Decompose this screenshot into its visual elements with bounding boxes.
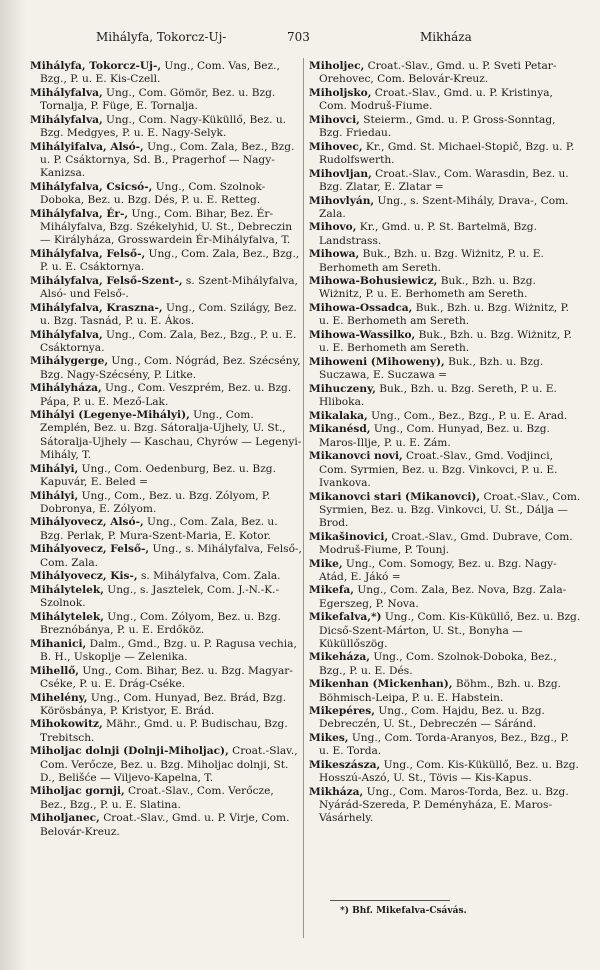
gazetteer-entry [30, 355, 302, 381]
gazetteer-entry [309, 114, 581, 140]
entry-headword: Mihovlyán, [309, 194, 375, 207]
entry-description: Ung., Com. Nógrád, Bez. Szécsény, Bzg. Nagy-Szécsény, P. Litke. [40, 355, 301, 381]
entry-description: Böhm., Bzh. u. Bzg. Böhmisch-Leipa, P. u. E. Habstein. [319, 678, 561, 704]
entry-headword: Mihályháza, [30, 382, 102, 395]
gazetteer-entry [309, 759, 581, 785]
entry-description: Ung., Com. Zala, Bez. u. Bzg. Perlak, P. Mura-Szent-Maria, E. Kotor. [40, 516, 278, 542]
gazetteer-entry [30, 570, 302, 583]
gazetteer-entry [30, 584, 302, 610]
gazetteer-entry [309, 195, 581, 221]
entry-description: Ung., Com. Oedenburg, Bez. u. Bzg. Kapuvár, E. Beled = [40, 462, 276, 488]
entry-description: s. Mihályfalva, Com. Zala. [137, 570, 281, 583]
entry-headword: Mihályfalva, Felső-, [30, 247, 146, 260]
entry-headword: Mihellő, [30, 664, 79, 677]
entry-headword: Mikefa, [309, 584, 354, 597]
gazetteer-entry [30, 87, 302, 113]
entry-description: Buk., Bzh. u. Bzg. Wiżnitz, P. u. E. Berhometh am Sereth. [319, 248, 544, 274]
entry-headword: Mikháza, [309, 785, 364, 798]
page-header [0, 30, 600, 52]
gazetteer-entry [30, 181, 302, 207]
gazetteer-entry [30, 718, 302, 744]
entry-description: Ung., Com. Nagy-Küküllő, Bez. u. Bzg. Medgyes, P. u. E. Nagy-Selyk. [40, 113, 287, 140]
left-column [30, 60, 302, 839]
entry-description: Ung., Com. Szolnok-Doboka, Bez. u. Bzg. Dés, P. u. E. Retteg. [40, 180, 266, 207]
gazetteer-entry [30, 409, 302, 462]
entry-description: Kr., Gmd. u. P. St. Bartelmä, Bzg. Landstrass. [319, 221, 537, 247]
gazetteer-entry [30, 745, 302, 785]
entry-headword: Mike, [309, 557, 343, 570]
column-divider [303, 58, 304, 938]
entry-description: Ung., Com. Hunyad, Bez. u. Bzg. Maros-Illje, P. u. E. Zám. [319, 423, 550, 449]
gazetteer-entry [309, 302, 581, 328]
entry-description: Buk., Bzh. u. Bzg. Wiżnitz, P. u. E. Berhometh am Sereth. [319, 302, 570, 328]
gazetteer-entry [309, 450, 581, 490]
entry-description: Ung., Com. Bihar, Bez. Ér-Mihályfalva, Bzg. Székelyhid, U. St., Debreczin — Királyháza, Grosswardein Ér-Mihályfalva, T. [40, 207, 293, 247]
entry-headword: Mikalaka, [309, 409, 368, 422]
entry-description: Ung., s. Jasztelek, Com. J.-N.-K.-Szolnok. [40, 583, 280, 610]
gazetteer-entry [30, 114, 302, 140]
entry-headword: Mihályovecz, Alsó-, [30, 516, 144, 529]
gazetteer-entry [309, 732, 581, 758]
gazetteer-entry [309, 531, 581, 557]
entry-headword: Mihályi, [30, 462, 79, 475]
gazetteer-entry [309, 356, 581, 382]
entry-description: Ung., Com. Maros-Torda, Bez. u. Bzg. Nyárád-Szereda, P. Deményháza, E. Maros-Vásárhely. [319, 785, 569, 825]
right-column [309, 60, 581, 826]
gazetteer-entry [30, 785, 302, 811]
entry-headword: Mikanésd, [309, 423, 371, 436]
footnote-rule [330, 900, 450, 901]
gazetteer-entry [309, 141, 581, 167]
entry-headword: Mihályfalva, [30, 86, 103, 99]
entry-description: Kr., Gmd. St. Michael-Stopič, Bzg. u. P. Rudolfswerth. [319, 140, 575, 166]
entry-headword: Mihowa, [309, 248, 360, 261]
entry-headword: Miholjec, [309, 60, 365, 72]
entry-headword: Mihokowitz, [30, 718, 103, 731]
footnote: *) Bhf. Mikefalva-Csávás. [340, 906, 467, 916]
entry-headword: Mihálytelek, [30, 583, 104, 596]
gazetteer-entry [30, 611, 302, 637]
entry-headword: Mikes, [309, 732, 349, 745]
entry-headword: Mikenhan (Mickenhan), [309, 678, 453, 691]
entry-description: Mähr., Gmd. u. P. Budischau, Bzg. Trebitsch. [40, 718, 288, 744]
entry-headword: Mikeháza, [309, 651, 370, 664]
entry-description: Dalm., Gmd., Bzg. u. P. Ragusa vechia, B. H., Uskoplje — Zelenika. [40, 637, 297, 663]
entry-description: Croat.-Slav., Com. Syrmien, Bez. u. Bzg. Vinkovci, U. St., Dálja — Brod. [319, 490, 581, 529]
gazetteer-entry [30, 812, 302, 838]
gazetteer-entry [309, 383, 581, 409]
entry-headword: Mihuczeny, [309, 382, 376, 395]
entry-headword: Mikeszásza, [309, 759, 381, 772]
entry-headword: Mihowa-Bohusiewicz, [309, 275, 438, 288]
entry-description: Croat.-Slav., Com. Warasdin, Bez. u. Bzg. Zlatar, E. Zlatar = [319, 167, 569, 193]
entry-headword: Mihovec, [309, 140, 363, 153]
entry-description: Ung., Com. Hunyad, Bez. Brád, Bzg. Körösbánya, P. Kristyor, E. Brád. [40, 691, 287, 717]
entry-description: Ung., Com. Hajdu, Bez. u. Bzg. Debreczén, U. St., Debreczén — Sáránd. [319, 705, 545, 731]
gazetteer-entry [30, 463, 302, 489]
entry-description: Ung., Com. Szilágy, Bez. u. Bzg. Tasnád, P. u. E. Ákos. [40, 301, 297, 327]
entry-description: Croat.-Slav., Gmd. u. P. Kristinya, Com. Modruš-Fiume. [319, 86, 553, 113]
entry-description: Buk., Bzh. u. Bzg. Wiżnitz, P. u. E. Berhometh am Sereth. [319, 329, 572, 355]
entry-description: Ung., s. Mihályfalva, Felső-, Com. Zala. [40, 543, 302, 569]
entry-headword: Mihályfalva, Ér-, [30, 207, 129, 220]
entry-headword: Mihályovecz, Felső-, [30, 543, 150, 556]
entry-headword: Mihályfalva, [30, 328, 103, 341]
entry-description: Croat.-Slav., Gmd. Vodjinci, Com. Syrmien, Bez. u. Bzg. Vinkovci, P. u. E. Ivankova. [319, 450, 558, 489]
entry-description: Ung., Com. Torda-Aranyos, Bez., Bzg., P. u. E. Torda. [319, 732, 569, 758]
header-right-term: Mikháza [420, 30, 472, 44]
entry-headword: Mihályifalva, Alsó-, [30, 140, 144, 153]
entry-headword: Miholjsko, [309, 86, 372, 99]
gazetteer-entry [309, 705, 581, 731]
entry-headword: Mihályfalva, Csicsó-, [30, 180, 153, 193]
entry-description: Croat.-Slav., Com. Verőcze, Bez. u. Bzg. Miholjac dolnji, St. D., Belišće — Viljevo-Kapelna, T. [40, 745, 298, 784]
entry-description: Ung., Com. Gömör, Bez. u. Bzg. Tornalja, P. Füge, E. Tornalja. [40, 86, 276, 113]
entry-description: Croat.-Slav., Gmd. Dubrave, Com. Modruš-Fiume, P. Tounj. [319, 530, 573, 556]
entry-description: Ung., s. Szent-Mihály, Drava-, Com. Zala. [319, 194, 569, 220]
entry-headword: Mikepéres, [309, 705, 375, 718]
entry-headword: Mihályfalva, Felső-Szent-, [30, 274, 183, 287]
entry-headword: Mihályfalva, Kraszna-, [30, 301, 163, 314]
entry-description: Croat.-Slav., Gmd. u. P. Virje, Com. Belovár-Kreuz. [40, 812, 290, 838]
gazetteer-entry [30, 248, 302, 274]
entry-description: Ung., Com. Veszprém, Bez. u. Bzg. Pápa, P. u. E. Mező-Lak. [40, 382, 292, 408]
gazetteer-entry [30, 275, 302, 301]
entry-headword: Mihályi, [30, 489, 79, 502]
gazetteer-entry [309, 584, 581, 610]
entry-description: Buk., Bzh. u. Bzg. Sereth, P. u. E. Hliboka. [319, 382, 557, 409]
gazetteer-entry [30, 490, 302, 516]
entry-description: Ung., Com. Kis-Küküllő, Bez. u. Bzg. Hosszú-Aszó, U. St., Tövis — Kis-Kapus. [319, 759, 579, 785]
entry-headword: Mihoweni (Mihoweny), [309, 355, 445, 368]
gazetteer-entry [30, 543, 302, 569]
entry-headword: Mihályovecz, Kis-, [30, 570, 138, 583]
gazetteer-entry [309, 60, 581, 86]
entry-description: Buk., Bzh. u. Bzg. Suczawa, E. Suczawa = [319, 355, 544, 382]
entry-description: Ung., Com. Zala, Bez., Bzg. u. P. Csáktornya, Sd. B., Pragerhof — Nagy-Kanizsa. [40, 140, 295, 180]
entry-headword: Mihanici, [30, 637, 87, 650]
gazetteer-entry [309, 678, 581, 704]
gazetteer-entry [309, 221, 581, 247]
entry-headword: Miholjac dolnji (Dolnji-Miholjac), [30, 745, 229, 758]
entry-description: Ung., Com. Zólyom, Bez. u. Bzg. Breznóbánya, P. u. E. Erdőköz. [40, 610, 281, 637]
entry-headword: Mihovo, [309, 221, 357, 234]
gazetteer-entry [30, 638, 302, 664]
gazetteer-entry [309, 248, 581, 274]
gazetteer-entry [30, 141, 302, 181]
entry-headword: Mihowa-Ossadca, [309, 302, 413, 315]
entry-description: Ung., Com., Bez. u. Bzg. Zólyom, P. Dobronya, E. Zólyom. [40, 489, 271, 515]
gazetteer-entry [30, 692, 302, 718]
gazetteer-entry [309, 168, 581, 194]
entry-description: Ung., Com., Bez., Bzg., P. u. E. Arad. [367, 409, 568, 422]
entry-description: Buk., Bzh. u. Bzg. Wiżnitz, P. u. E. Berhometh am Sereth. [319, 275, 536, 301]
entry-headword: Mihálytelek, [30, 610, 104, 623]
entry-headword: Mihályi (Legenye-Mihályi), [30, 409, 190, 422]
gazetteer-entry [309, 275, 581, 301]
page-number: 703 [287, 30, 310, 44]
entry-headword: Mihowa-Wassilko, [309, 329, 416, 342]
gazetteer-entry [309, 651, 581, 677]
gazetteer-entry [309, 491, 581, 531]
entry-description: Croat.-Slav., Com. Verőcze, Bez., Bzg., P. u. E. Slatina. [40, 785, 274, 811]
entry-description: s. Szent-Mihályfalva, Alsó- und Felső-. [40, 274, 298, 300]
entry-headword: Mikefalva,*) [309, 611, 382, 624]
entry-headword: Mihálygerge, [30, 355, 109, 368]
entry-headword: Mihályfalva, [30, 113, 103, 126]
gazetteer-entry [30, 208, 302, 248]
entry-description: Ung., Com. Vas, Bez., Bzg., P. u. E. Kis-Czell. [40, 60, 280, 86]
gazetteer-entry [309, 87, 581, 113]
entry-headword: Mikanovci novi, [309, 450, 403, 463]
gazetteer-entry [30, 302, 302, 328]
entry-description: Ung., Com. Bihar, Bez. u. Bzg. Magyar-Cséke, P. u. E. Drág-Cséke. [40, 664, 293, 690]
entry-headword: Mikašinovici, [309, 530, 389, 543]
gazetteer-entry [309, 423, 581, 449]
gazetteer-entry [30, 329, 302, 355]
gazetteer-entry [30, 665, 302, 691]
entry-description: Ung., Com. Somogy, Bez. u. Bzg. Nagy-Atád, E. Jákó = [319, 557, 557, 583]
page-edge-shadow [0, 0, 26, 970]
entry-description: Ung., Com. Zala, Bez., Bzg., P. u. E. Csáktornya. [40, 247, 300, 274]
header-left-term: Mihályfa, Tokorcz-Uj- [96, 30, 227, 44]
entry-headword: Mihályfa, Tokorcz-Uj-, [30, 60, 162, 72]
entry-headword: Mihovci, [309, 113, 360, 126]
gazetteer-entry [30, 382, 302, 408]
entry-headword: Mikanovci stari (Mikanovci), [309, 490, 481, 503]
entry-description: Ung., Com. Kis-Küküllő, Bez. u. Bzg. Dicső-Szent-Márton, U. St., Bonyha — Küküllőszög. [319, 611, 581, 650]
entry-description: Ung., Com. Zala, Bez. Nova, Bzg. Zala-Egerszeg, P. Nova. [319, 584, 567, 610]
gazetteer-entry [309, 329, 581, 355]
gazetteer-entry [30, 60, 302, 86]
entry-description: Ung., Com. Zemplén, Bez. u. Bzg. Sátoralja-Ujhely, U. St., Sátoralja-Ujhely — Kaschau, Chyrów — Legenyi-Mihály, T. [40, 409, 302, 461]
entry-headword: Miholjac gornji, [30, 785, 125, 798]
entry-description: Steierm., Gmd. u. P. Gross-Sonntag, Bzg. Friedau. [319, 113, 556, 140]
gazetteer-entry [309, 410, 581, 423]
entry-description: Ung., Com. Szolnok-Doboka, Bez., Bzg., P. u. E. Dés. [319, 651, 557, 677]
entry-headword: Miholjanec, [30, 812, 100, 825]
entry-headword: Mihovljan, [309, 167, 372, 180]
gazetteer-entry [30, 516, 302, 542]
gazetteer-entry [309, 611, 581, 651]
entry-headword: Mihelény, [30, 691, 88, 704]
entry-description: Ung., Com. Zala, Bez., Bzg., P. u. E. Csáktornya. [40, 328, 297, 354]
entry-description: Croat.-Slav., Gmd. u. P. Sveti Petar-Orehovec, Com. Belovár-Kreuz. [319, 60, 557, 86]
gazetteer-entry [309, 558, 581, 584]
gazetteer-entry [309, 786, 581, 826]
